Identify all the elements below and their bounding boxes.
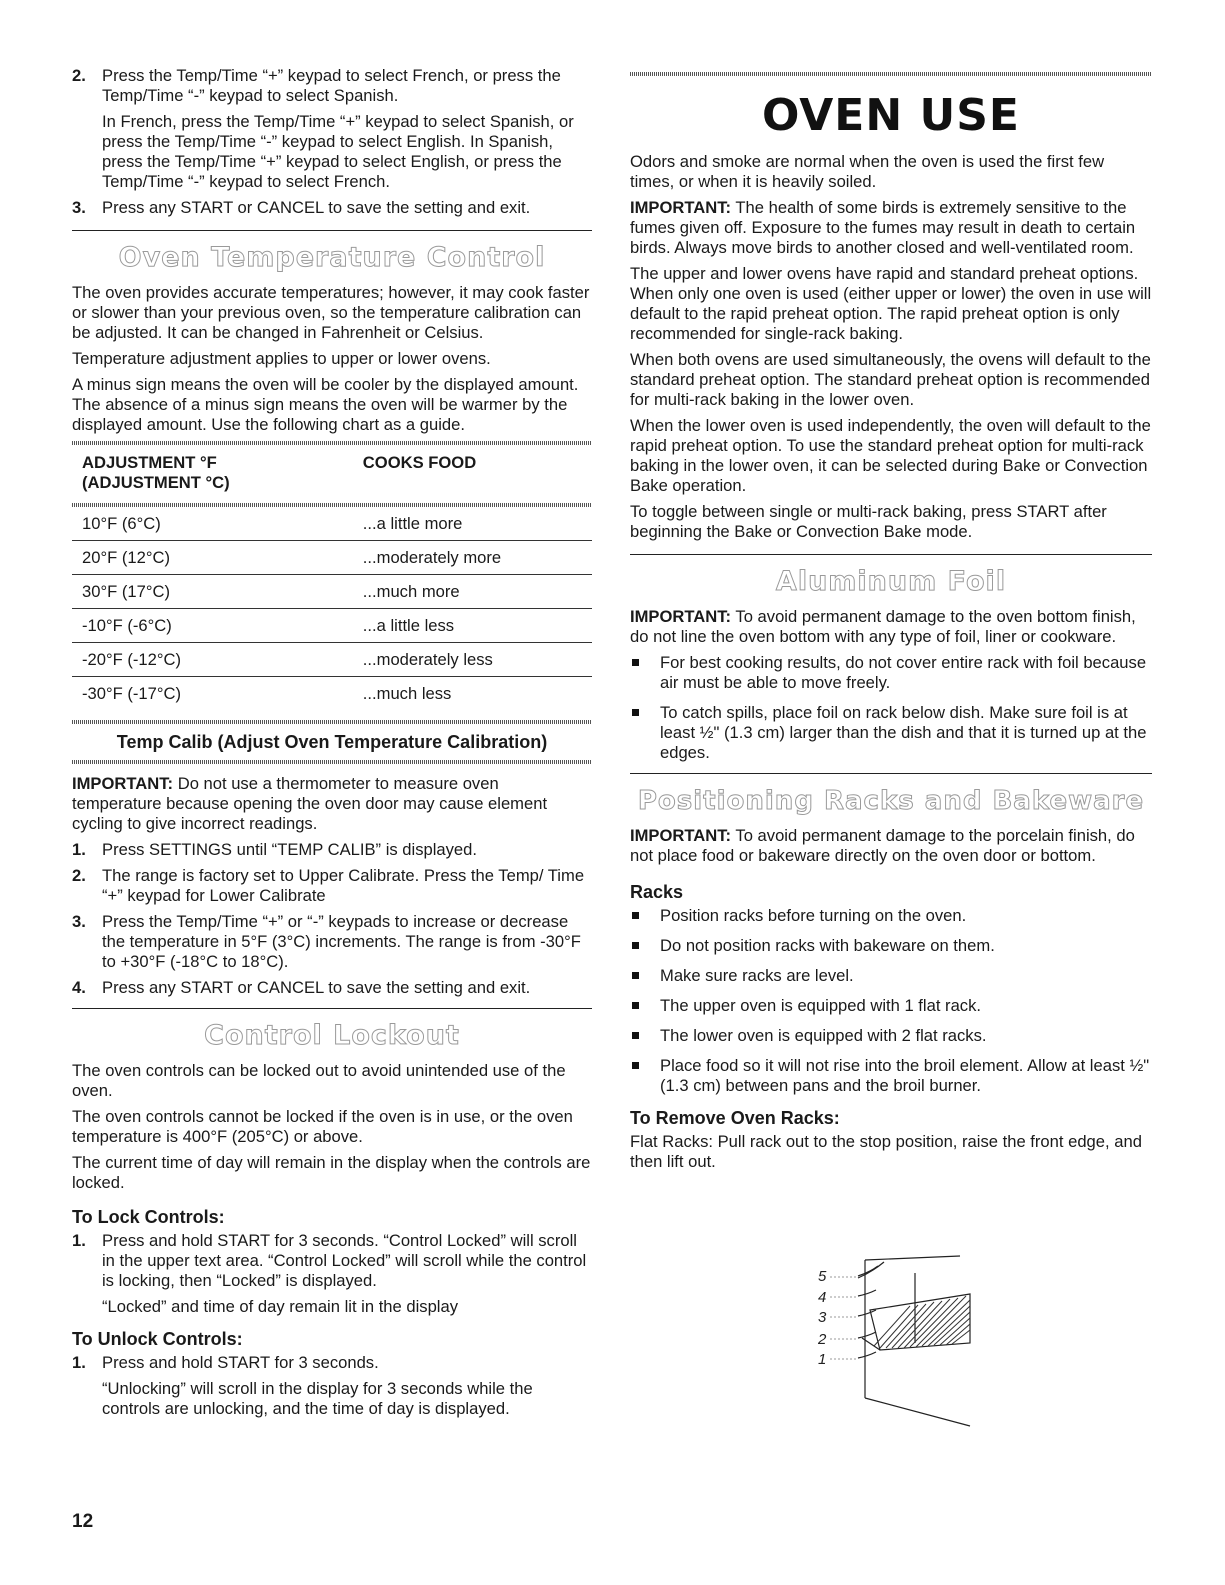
rack-label: 3 (818, 1309, 827, 1326)
racks-heading: Racks (630, 882, 684, 902)
oven-temperature-control-heading: Oven Temperature Control (118, 242, 546, 273)
table-header-row (72, 449, 592, 503)
section-rule (630, 773, 1152, 774)
table-row: -20°F (-12°C) ...moderately less (72, 643, 592, 677)
unlock-step: 1. Press and hold START for 3 seconds. (72, 1353, 379, 1372)
calib-step: 2. The range is factory set to Upper Calibrate. Press the Temp/ Time “+” keypad for Lower Calibrate (72, 866, 585, 905)
table-row: -10°F (-6°C) ...a little less (72, 609, 592, 643)
cooks-food-header: COOKS FOOD (362, 453, 477, 472)
list-item: Place food so it will not rise into the broil element. Allow at least ½" (1.3 cm) between pans and the broil burner. (630, 1056, 1152, 1096)
foil-bullets (630, 653, 1152, 763)
list-item: To catch spills, place foil on rack below dish. Make sure foil is at least ½" (1.3 cm) larger than the dish and that it is turned up at the edges. (630, 703, 1152, 763)
section-rule (72, 1008, 592, 1009)
rack-label: 4 (818, 1289, 827, 1306)
lock-step: 1. Press and hold START for 3 seconds. “Control Locked” will scroll in the upper text area. “Control Locked” will scroll while the control is locking, then “Locked” is displayed. (72, 1231, 587, 1290)
step-3: 3. Press any START or CANCEL to save the setting and exit. (72, 198, 531, 217)
positioning-racks-heading: Positioning Racks and Bakeware (637, 786, 1145, 816)
racks-important: IMPORTANT: To avoid permanent damage to the porcelain finish, do not place food or bakeware directly on the oven door or bottom. (630, 826, 1135, 865)
adjustment-table (72, 449, 592, 710)
otc-paragraph: The oven provides accurate temperatures; however, it may cook faster or slower than your previous oven, so the temperature calibration can be adjusted. It can be changed in Fahrenheit or Celsius. (72, 283, 590, 342)
adjustment-header: ADJUSTMENT °F (ADJUSTMENT °C) (82, 453, 230, 492)
table-top-rule (72, 441, 592, 445)
step-2-detail: In French, press the Temp/Time “+” keypad to select Spanish, or press the Temp/Time “-” keypad to select English. In Spanish, press the Temp/Time “+” keypad to select English, or press the Temp/Time “-” keypad to select French. (102, 112, 574, 191)
calib-rule (72, 760, 592, 764)
step-2: 2. Press the Temp/Time “+” keypad to select French, or press the Temp/Time “-” keypad to select Spanish. (72, 66, 561, 105)
list-item: Position racks before turning on the oven. (630, 906, 1152, 926)
foil-important: IMPORTANT: To avoid permanent damage to the oven bottom finish, do not line the oven bottom with any type of foil, liner or cookware. (630, 607, 1136, 646)
control-lockout-heading: Control Lockout (204, 1020, 460, 1051)
rack-label: 2 (818, 1331, 827, 1348)
remove-racks-heading: To Remove Oven Racks: (630, 1108, 840, 1128)
oven-use-paragraph: When the lower oven is used independently, the oven will default to the rapid preheat option. To use the standard preheat option for multi-rack baking in the lower oven, it can be selected during Bake or Convection Bake operation. (630, 416, 1151, 495)
otc-paragraph: Temperature adjustment applies to upper or lower ovens. (72, 349, 491, 368)
table-row: 10°F (6°C) ...a little more (72, 507, 592, 541)
unlock-controls-heading: To Unlock Controls: (72, 1329, 243, 1349)
table-bottom-rule (72, 720, 592, 724)
remove-racks-text: Flat Racks: Pull rack out to the stop position, raise the front edge, and then lift out. (630, 1132, 1142, 1171)
oven-use-paragraph: When both ovens are used simultaneously, the ovens will default to the standard preheat option. The standard preheat option is recommended for multi-rack baking in the lower oven. (630, 350, 1151, 409)
calib-step: 3. Press the Temp/Time “+” or “-” keypads to increase or decrease the temperature in 5°F (3°C) increments. The range is from -30°F to +30°F (-18°C to 18°C). (72, 912, 581, 971)
list-item: For best cooking results, do not cover entire rack with foil because air must be able to move freely. (630, 653, 1152, 693)
aluminum-foil-heading: Aluminum Foil (775, 566, 1007, 597)
racks-bullets (630, 906, 1152, 1096)
list-item: Do not position racks with bakeware on them. (630, 936, 1152, 956)
list-item: Make sure racks are level. (630, 966, 1152, 986)
left-column (72, 66, 592, 1425)
oven-use-title: OVEN USE (762, 90, 1020, 141)
lock-step-detail: “Locked” and time of day remain lit in the display (102, 1297, 459, 1316)
title-rule (630, 72, 1152, 76)
oven-use-important: IMPORTANT: The health of some birds is extremely sensitive to the fumes given off. Exposure to the fumes may result in death to certain birds. Always move birds to another closed and well-ventilated room. (630, 198, 1136, 257)
unlock-step-detail: “Unlocking” will scroll in the display for 3 seconds while the controls are unlocking, and the time of day is displayed. (102, 1379, 533, 1418)
table-row: -30°F (-17°C) ...much less (82, 684, 452, 703)
calib-important: IMPORTANT: Do not use a thermometer to measure oven temperature because opening the oven door may cause element cycling to give incorrect readings. (72, 774, 548, 833)
otc-paragraph: A minus sign means the oven will be cooler by the displayed amount. The absence of a minus sign means the oven will be warmer by the displayed amount. Use the following chart as a guide. (72, 375, 579, 434)
table-row: 30°F (17°C) ...much more (72, 575, 592, 609)
oven-use-paragraph: To toggle between single or multi-rack baking, press START after beginning the Bake or Convection Bake mode. (630, 502, 1107, 541)
oven-use-paragraph: Odors and smoke are normal when the oven is used the first few times, or when it is heavily soiled. (630, 152, 1105, 191)
lockout-paragraph: The oven controls cannot be locked if the oven is in use, or the oven temperature is 400°F (205°C) or above. (72, 1107, 573, 1146)
calib-step: 4. Press any START or CANCEL to save the setting and exit. (72, 978, 531, 997)
list-item: The upper oven is equipped with 1 flat rack. (630, 996, 1152, 1016)
calib-step: 1. Press SETTINGS until “TEMP CALIB” is displayed. (72, 840, 478, 859)
oven-use-paragraph: The upper and lower ovens have rapid and standard preheat options. When only one oven is used (either upper or lower) the oven in use will default to the rapid preheat option. The rapid preheat option is only recommended for single-rack baking. (630, 264, 1152, 343)
section-rule (630, 554, 1152, 555)
rack-label: 5 (818, 1268, 827, 1285)
temp-calib-heading: Temp Calib (Adjust Oven Temperature Calibration) (116, 732, 548, 752)
section-rule (72, 230, 592, 231)
lockout-paragraph: The current time of day will remain in the display when the controls are locked. (72, 1153, 591, 1192)
rack-positions-illustration (810, 1248, 1010, 1428)
list-item: The lower oven is equipped with 2 flat racks. (630, 1026, 1152, 1046)
lockout-paragraph: The oven controls can be locked out to avoid unintended use of the oven. (72, 1061, 566, 1100)
lock-controls-heading: To Lock Controls: (72, 1207, 225, 1227)
rack-label: 1 (818, 1351, 827, 1368)
page-number: 12 (72, 1511, 94, 1532)
table-row: 20°F (12°C) ...moderately more (72, 541, 592, 575)
right-column (630, 66, 1152, 1368)
